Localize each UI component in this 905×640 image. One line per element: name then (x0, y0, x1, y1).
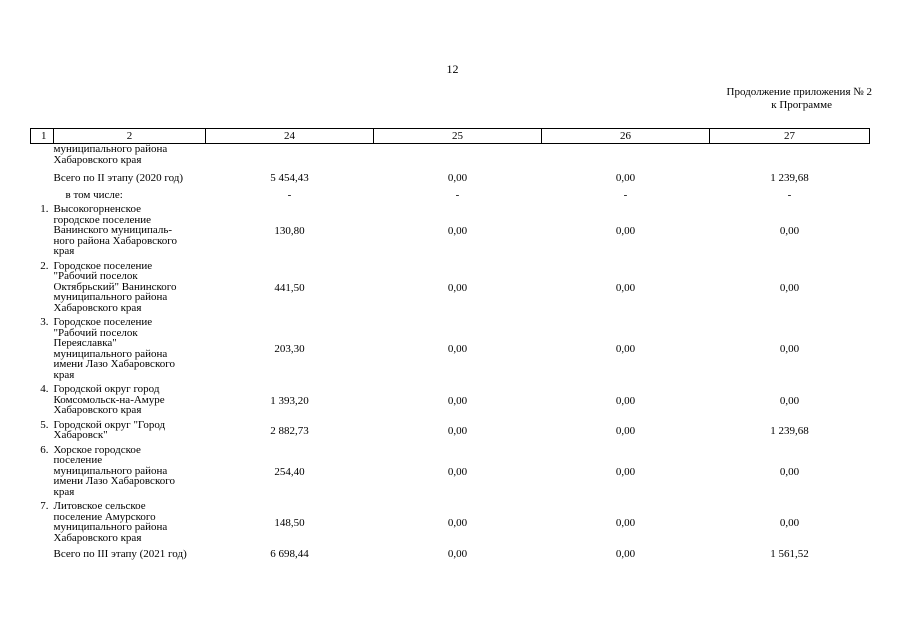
row-col-24: 130,80 (274, 225, 305, 237)
including-col-26: - (623, 188, 628, 201)
row-col-27: 0,00 (779, 516, 800, 529)
row-name: Высокогорненское городское поселение Ванинского муниципаль- ного района Хабаровского края (53, 203, 178, 257)
row-number: 3. (40, 316, 49, 328)
row-number: 1. (40, 203, 49, 215)
row-col-27: 0,00 (779, 394, 800, 407)
table-row (31, 419, 870, 444)
row-col-26: 0,00 (615, 343, 636, 356)
row-number: 6. (40, 443, 49, 456)
row-col-25: 0,00 (447, 343, 468, 356)
row-name: Городской округ город Комсомольск-на-Амуре Хабаровского края (53, 383, 165, 416)
total-2021-label: Всего по III этапу (2021 год) (53, 548, 187, 560)
row-col-25: 0,00 (447, 516, 468, 529)
row-name: Городское поселение "Рабочий поселок Переяславка" муниципального района имени Лазо Хабаровского края (53, 316, 175, 381)
row-col-27: 0,00 (779, 281, 800, 294)
total-2020-col-25: 0,00 (447, 172, 468, 184)
total-2020-label: Всего по II этапу (2020 год) (53, 172, 184, 184)
row-col-24: 254,40 (274, 465, 305, 478)
total-2020-row (31, 170, 870, 187)
column-header-25: 25 (374, 129, 542, 144)
row-col-25: 0,00 (447, 281, 468, 294)
table-row (31, 203, 870, 260)
column-header-26: 26 (542, 129, 710, 144)
table-header-row (31, 129, 870, 144)
total-2020-col-24: 5 454,43 (270, 172, 309, 184)
row-name: Городской округ "Город Хабаровск" (53, 418, 166, 441)
row-name: Литовское сельское поселение Амурского муниципального района Хабаровского края (53, 500, 168, 544)
page-number: 12 (446, 62, 459, 76)
total-2021-col-26: 0,00 (615, 548, 636, 560)
column-header-2: 2 (54, 129, 206, 144)
row-col-26: 0,00 (615, 394, 636, 407)
row-col-25: 0,00 (447, 394, 468, 407)
table-row (31, 383, 870, 419)
row-col-27: 1 239,68 (770, 424, 809, 437)
row-col-26: 0,00 (615, 281, 636, 294)
column-header-24: 24 (206, 129, 374, 144)
row-col-25: 0,00 (447, 465, 468, 478)
row-col-24: 203,30 (274, 343, 305, 356)
row-number: 7. (40, 500, 49, 512)
row-col-24: 2 882,73 (270, 424, 309, 437)
table-row (31, 260, 870, 317)
including-label: в том числе: (65, 188, 123, 201)
including-col-24: - (287, 188, 292, 201)
row-number: 2. (40, 259, 49, 272)
row-col-27: 0,00 (779, 465, 800, 478)
funding-table (30, 128, 870, 563)
row-col-26: 0,00 (615, 516, 636, 529)
row-col-27: 0,00 (779, 225, 800, 237)
row-col-26: 0,00 (615, 225, 636, 237)
including-col-27: - (787, 188, 792, 201)
appendix-caption (727, 86, 872, 112)
column-header-1: 1 (31, 129, 54, 144)
total-2021-row (31, 546, 870, 563)
row-number: 4. (40, 383, 49, 395)
including-row (31, 187, 870, 204)
row-name: Городское поселение "Рабочий поселок Октябрьский" Ванинского муниципального района Хабаровского края (53, 259, 177, 314)
appendix-line-1: Продолжение приложения № 2 (726, 86, 872, 98)
total-2021-col-24: 6 698,44 (270, 548, 309, 560)
row-col-24: 148,50 (274, 516, 305, 529)
row-col-27: 0,00 (779, 343, 800, 356)
row-col-24: 441,50 (274, 281, 305, 294)
appendix-line-2: к Программе (771, 99, 832, 111)
table-row (31, 500, 870, 546)
column-header-27: 27 (710, 129, 870, 144)
table-row (31, 444, 870, 501)
row-col-26: 0,00 (615, 424, 636, 437)
row-col-25: 0,00 (447, 225, 468, 237)
table-row (31, 316, 870, 383)
row-number: 5. (40, 418, 49, 431)
row-col-25: 0,00 (447, 424, 468, 437)
total-2020-col-27: 1 239,68 (770, 172, 809, 184)
row-col-26: 0,00 (615, 465, 636, 478)
continuation-name: муниципального района Хабаровского края (53, 143, 168, 166)
continuation-row (31, 144, 870, 171)
total-2021-col-25: 0,00 (447, 548, 468, 560)
total-2021-col-27: 1 561,52 (770, 548, 809, 560)
total-2020-col-26: 0,00 (615, 172, 636, 184)
row-col-24: 1 393,20 (270, 394, 309, 407)
including-col-25: - (455, 188, 460, 201)
row-name: Хорское городское поселение муниципального района имени Лазо Хабаровского края (53, 443, 175, 498)
